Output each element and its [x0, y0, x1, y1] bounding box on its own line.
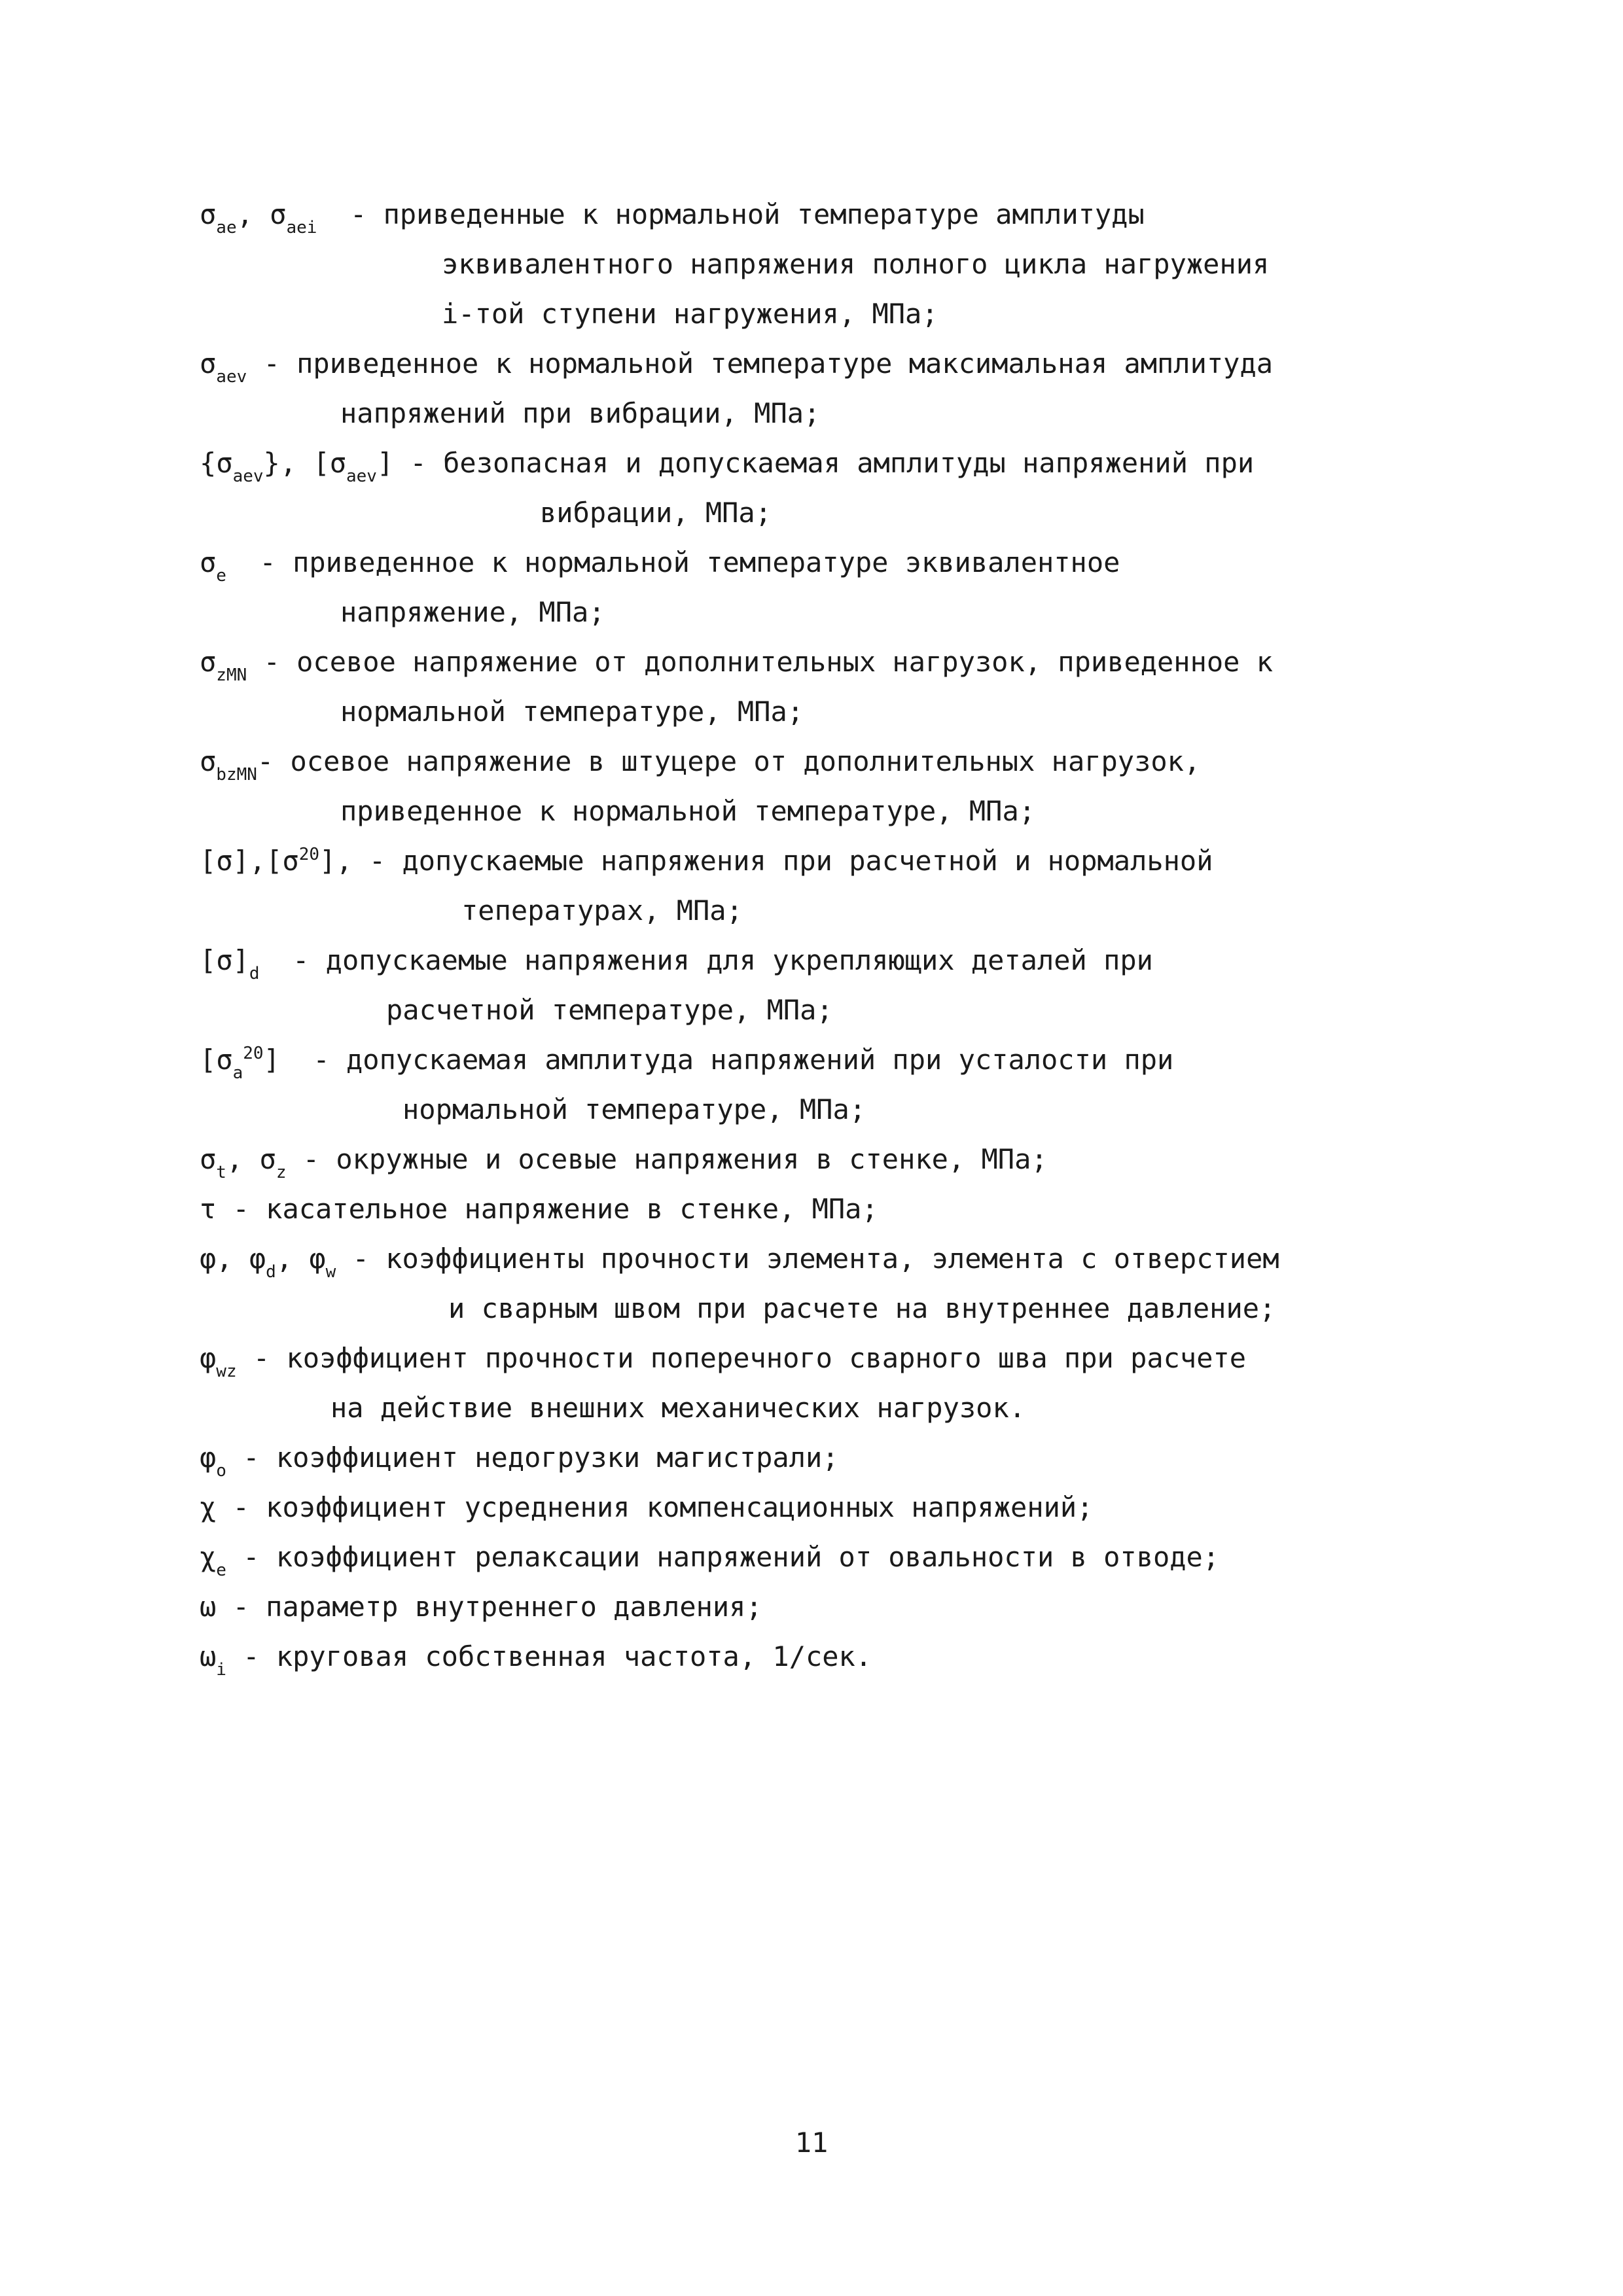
definition-line: и сварным швом при расчете на внутреннее давление;	[448, 1292, 1276, 1324]
symbol-definition	[200, 1234, 1522, 1333]
definition-text: - коэффициенты прочности элемента, элемента с отверстием	[352, 1243, 1279, 1275]
symbol-definition	[200, 1333, 1522, 1433]
definition-line	[200, 1582, 1522, 1632]
definition-line: расчетной температуре, МПа;	[386, 994, 833, 1026]
definition-text: - допускаемая амплитуда напряжений при усталости при	[313, 1044, 1174, 1076]
symbol: $\sigma_{aev}$	[200, 347, 247, 387]
definition-text: - приведенное к нормальной температуре эквивалентное	[259, 546, 1120, 578]
definition-text: - окружные и осевые напряжения в стенке, МПа;	[302, 1143, 1048, 1175]
symbol: φ, $\varphi_d$, $\varphi_w$	[200, 1243, 336, 1282]
definition-line: i-той ступени нагружения, МПа;	[442, 298, 938, 330]
symbol: $\varphi_{wz}$	[200, 1342, 237, 1381]
symbol: $\omega_i$	[200, 1640, 226, 1680]
symbol-definition	[200, 836, 1522, 936]
definition-line	[200, 1035, 1522, 1085]
symbol-definition	[200, 339, 1522, 438]
definition-text: - осевое напряжение от дополнительных нагрузок, приведенное к	[263, 646, 1274, 678]
symbol: $\sigma_{ae}$, $\sigma_{aei}$	[200, 198, 317, 238]
symbol: $\sigma_e$	[200, 546, 226, 586]
definition-line: вибрации, МПа;	[540, 497, 772, 529]
symbol-definition	[200, 936, 1522, 1035]
definition-line: нормальной температуре, МПа;	[340, 696, 804, 728]
symbol: $[\sigma],[\sigma^{20}]$,	[200, 845, 353, 877]
definition-text: - допускаемые напряжения при расчетной и нормальной	[368, 845, 1213, 877]
symbol-definition	[200, 1035, 1522, 1135]
symbol: $\varphi_o$	[200, 1441, 226, 1481]
definition-line	[200, 1483, 1522, 1532]
definition-line	[200, 190, 1522, 239]
definition-line	[200, 1234, 1522, 1284]
definition-line	[200, 1433, 1522, 1483]
definition-line	[200, 737, 1522, 786]
definition-line: напряжение, МПа;	[340, 596, 605, 628]
definition-line	[200, 1532, 1522, 1582]
symbol: $[\sigma]_d$	[200, 944, 260, 983]
definition-text: - коэффициент релаксации напряжений от овальности в отводе;	[243, 1541, 1220, 1573]
symbol: $\sigma_{zMN}$	[200, 646, 247, 685]
definition-line: напряжений при вибрации, МПа;	[340, 397, 821, 429]
symbol: ω	[200, 1591, 217, 1623]
definition-line	[200, 339, 1522, 389]
symbol: $\sigma_t$, $\sigma_z$	[200, 1143, 287, 1182]
definition-line	[200, 1632, 1522, 1682]
definition-text: - касательное напряжение в стенке, МПа;	[232, 1193, 878, 1225]
definition-text: - параметр внутреннего давления;	[232, 1591, 762, 1623]
definition-text: - круговая собственная частота, 1/сек.	[243, 1640, 872, 1672]
definition-text: - осевое напряжение в штуцере от дополнительных нагрузок,	[257, 745, 1201, 777]
symbol-definition	[200, 737, 1522, 836]
symbol-definition	[200, 538, 1522, 637]
definition-text: - безопасная и допускаемая амплитуды напряжений при	[410, 447, 1255, 479]
definition-text: - приведенное к нормальной температуре максимальная амплитуда	[263, 347, 1274, 380]
symbol-definition	[200, 1582, 1522, 1632]
symbol-definition	[200, 1184, 1522, 1234]
definition-line: нормальной температуре, МПа;	[402, 1093, 866, 1125]
definition-line: тепературах, МПа;	[461, 894, 743, 927]
definition-text: - коэффициент прочности поперечного сварного шва при расчете	[253, 1342, 1247, 1374]
symbol-definition	[200, 438, 1522, 538]
definition-line	[200, 538, 1522, 588]
definition-line: на действие внешних механических нагрузок.	[330, 1392, 1026, 1424]
definition-text: - приведенные к нормальной температуре амплитуды	[350, 198, 1145, 230]
definition-line	[200, 836, 1522, 886]
symbol-definition	[200, 1433, 1522, 1483]
symbol: $\{\sigma_{aev}\}$, $[\sigma_{aev}]$	[200, 447, 394, 486]
symbol-definition	[200, 637, 1522, 737]
symbol-definition	[200, 190, 1522, 339]
symbol-definition	[200, 1135, 1522, 1184]
symbol: χ	[200, 1491, 217, 1523]
symbol: $\sigma_{bzMN}$	[200, 745, 257, 785]
definition-line: приведенное к нормальной температуре, МПа;	[340, 795, 1036, 827]
symbol-definition	[200, 1483, 1522, 1532]
definition-text: - коэффициент усреднения компенсационных напряжений;	[232, 1491, 1094, 1523]
definition-line	[200, 438, 1522, 488]
symbol-definition	[200, 1632, 1522, 1682]
definition-line	[200, 1333, 1522, 1383]
definition-line	[200, 637, 1522, 687]
page-number: 11	[794, 2127, 829, 2159]
definition-text: - коэффициент недогрузки магистрали;	[243, 1441, 839, 1474]
definition-text: - допускаемые напряжения для укрепляющих деталей при	[293, 944, 1153, 976]
definition-line	[200, 1135, 1522, 1184]
symbol-definition	[200, 1532, 1522, 1582]
definition-line	[200, 1184, 1522, 1234]
symbol: $\chi_e$	[200, 1541, 226, 1580]
definition-line: эквивалентного напряжения полного цикла нагружения	[442, 248, 1270, 280]
symbol: τ	[200, 1193, 217, 1225]
symbol: $[\sigma_a^{20}]$	[200, 1044, 280, 1083]
definition-line	[200, 936, 1522, 985]
